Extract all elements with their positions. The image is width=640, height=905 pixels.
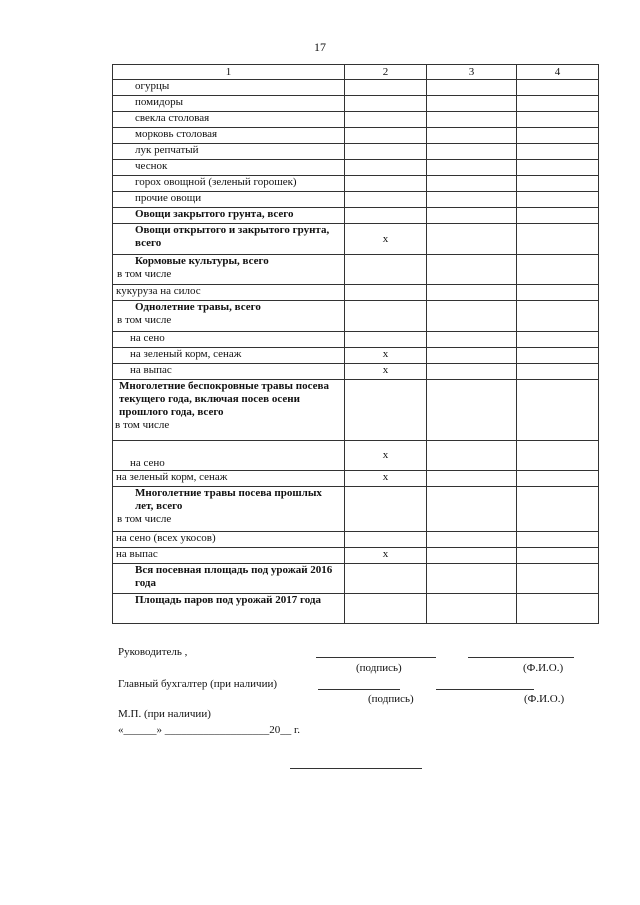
row-col2 xyxy=(345,255,427,285)
table-row xyxy=(113,176,599,192)
table-row xyxy=(113,96,599,112)
row-col2: х xyxy=(345,364,427,380)
row-label: Кормовые культуры, всего xyxy=(135,255,269,267)
row-col2 xyxy=(345,285,427,301)
accountant-signature-caption: (подпись) xyxy=(368,693,414,705)
row-col2 xyxy=(345,192,427,208)
row-col2: х xyxy=(345,224,427,255)
page-number: 17 xyxy=(314,40,326,54)
crop-area-table xyxy=(112,64,599,624)
row-col2 xyxy=(345,176,427,192)
header-col-2: 2 xyxy=(345,65,427,80)
accountant-label: Главный бухгалтер (при наличии) xyxy=(118,678,278,690)
table-row xyxy=(113,532,599,548)
row-sublabel: в том числе xyxy=(117,268,172,280)
row-label: на выпас xyxy=(113,548,345,564)
table-header-row xyxy=(113,65,599,80)
table-row xyxy=(113,160,599,176)
header-col-1: 1 xyxy=(113,65,345,80)
row-sublabel: в том числе xyxy=(115,419,170,431)
row-col2 xyxy=(345,128,427,144)
table-row xyxy=(113,112,599,128)
row-col2 xyxy=(345,96,427,112)
row-col2: х xyxy=(345,348,427,364)
row-label: морковь столовая xyxy=(113,128,345,144)
row-label: огурцы xyxy=(113,80,345,96)
table-row xyxy=(113,192,599,208)
table-row xyxy=(113,348,599,364)
table-row xyxy=(113,471,599,487)
row-label: свекла столовая xyxy=(113,112,345,128)
row-label: чеснок xyxy=(113,160,345,176)
table-row xyxy=(113,128,599,144)
row-label: лук репчатый xyxy=(113,144,345,160)
row-col2 xyxy=(345,332,427,348)
row-col2 xyxy=(345,380,427,441)
row-label-cell xyxy=(113,487,345,532)
row-label: Однолетние травы, всего xyxy=(135,301,261,313)
row-col2 xyxy=(345,112,427,128)
row-label-cell xyxy=(113,301,345,332)
table-row xyxy=(113,208,599,224)
row-label: прочие овощи xyxy=(113,192,345,208)
row-sublabel: в том числе xyxy=(117,314,172,326)
table-row xyxy=(113,255,599,285)
accountant-signature-line[interactable] xyxy=(318,689,400,690)
table-row xyxy=(113,441,599,471)
table-row xyxy=(113,224,599,255)
footer-divider xyxy=(290,768,422,769)
row-col2: х xyxy=(345,471,427,487)
row-col2 xyxy=(345,160,427,176)
row-label: на сено (всех укосов) xyxy=(113,532,345,548)
table-row xyxy=(113,80,599,96)
row-sublabel: в том числе xyxy=(117,513,172,525)
table-row xyxy=(113,364,599,380)
table-row xyxy=(113,332,599,348)
row-label: Овощи открытого и закрытого грунта, всего xyxy=(113,224,345,255)
row-label: Многолетние травы посева прошлых лет, всего xyxy=(135,487,322,512)
row-label: Овощи закрытого грунта, всего xyxy=(113,208,345,224)
table-row xyxy=(113,285,599,301)
header-col-4: 4 xyxy=(517,65,599,80)
row-label: на сено xyxy=(113,441,345,471)
accountant-name-caption: (Ф.И.О.) xyxy=(524,693,565,705)
stamp-label: М.П. (при наличии) xyxy=(118,708,211,720)
row-col2: х xyxy=(345,548,427,564)
accountant-name-line[interactable] xyxy=(436,689,534,690)
row-label: кукуруза на силос xyxy=(113,285,345,301)
row-label: горох овощной (зеленый горошек) xyxy=(113,176,345,192)
row-label: на сено xyxy=(113,332,345,348)
header-col-3: 3 xyxy=(427,65,517,80)
row-label-cell xyxy=(113,255,345,285)
row-col2 xyxy=(345,487,427,532)
row-col2 xyxy=(345,208,427,224)
row-col2: х xyxy=(345,441,427,471)
table-row xyxy=(113,144,599,160)
row-label: на зеленый корм, сенаж xyxy=(113,471,345,487)
row-label: на зеленый корм, сенаж xyxy=(113,348,345,364)
table-row xyxy=(113,564,599,594)
head-signature-line[interactable] xyxy=(316,657,436,658)
head-name-line[interactable] xyxy=(468,657,574,658)
row-col2 xyxy=(345,532,427,548)
row-col2 xyxy=(345,564,427,594)
row-label: Вся посевная площадь под урожай 2016 года xyxy=(113,564,345,594)
date-line[interactable]: «______» ___________________20__ г. xyxy=(118,724,301,736)
table-row xyxy=(113,487,599,532)
table-row xyxy=(113,594,599,624)
row-col2 xyxy=(345,594,427,624)
row-col2 xyxy=(345,144,427,160)
row-label: помидоры xyxy=(113,96,345,112)
head-label: Руководитель , xyxy=(118,646,188,658)
table-row xyxy=(113,301,599,332)
row-col2 xyxy=(345,301,427,332)
row-label-cell xyxy=(113,380,345,441)
row-col2 xyxy=(345,80,427,96)
row-label: Площадь паров под урожай 2017 года xyxy=(113,594,345,624)
table-row xyxy=(113,380,599,441)
table-row xyxy=(113,548,599,564)
row-label: Многолетние беспокровные травы посева текущего года, включая посев осени прошлого года, всего xyxy=(119,380,329,418)
head-name-caption: (Ф.И.О.) xyxy=(523,662,564,674)
head-signature-caption: (подпись) xyxy=(356,662,402,674)
row-label: на выпас xyxy=(113,364,345,380)
